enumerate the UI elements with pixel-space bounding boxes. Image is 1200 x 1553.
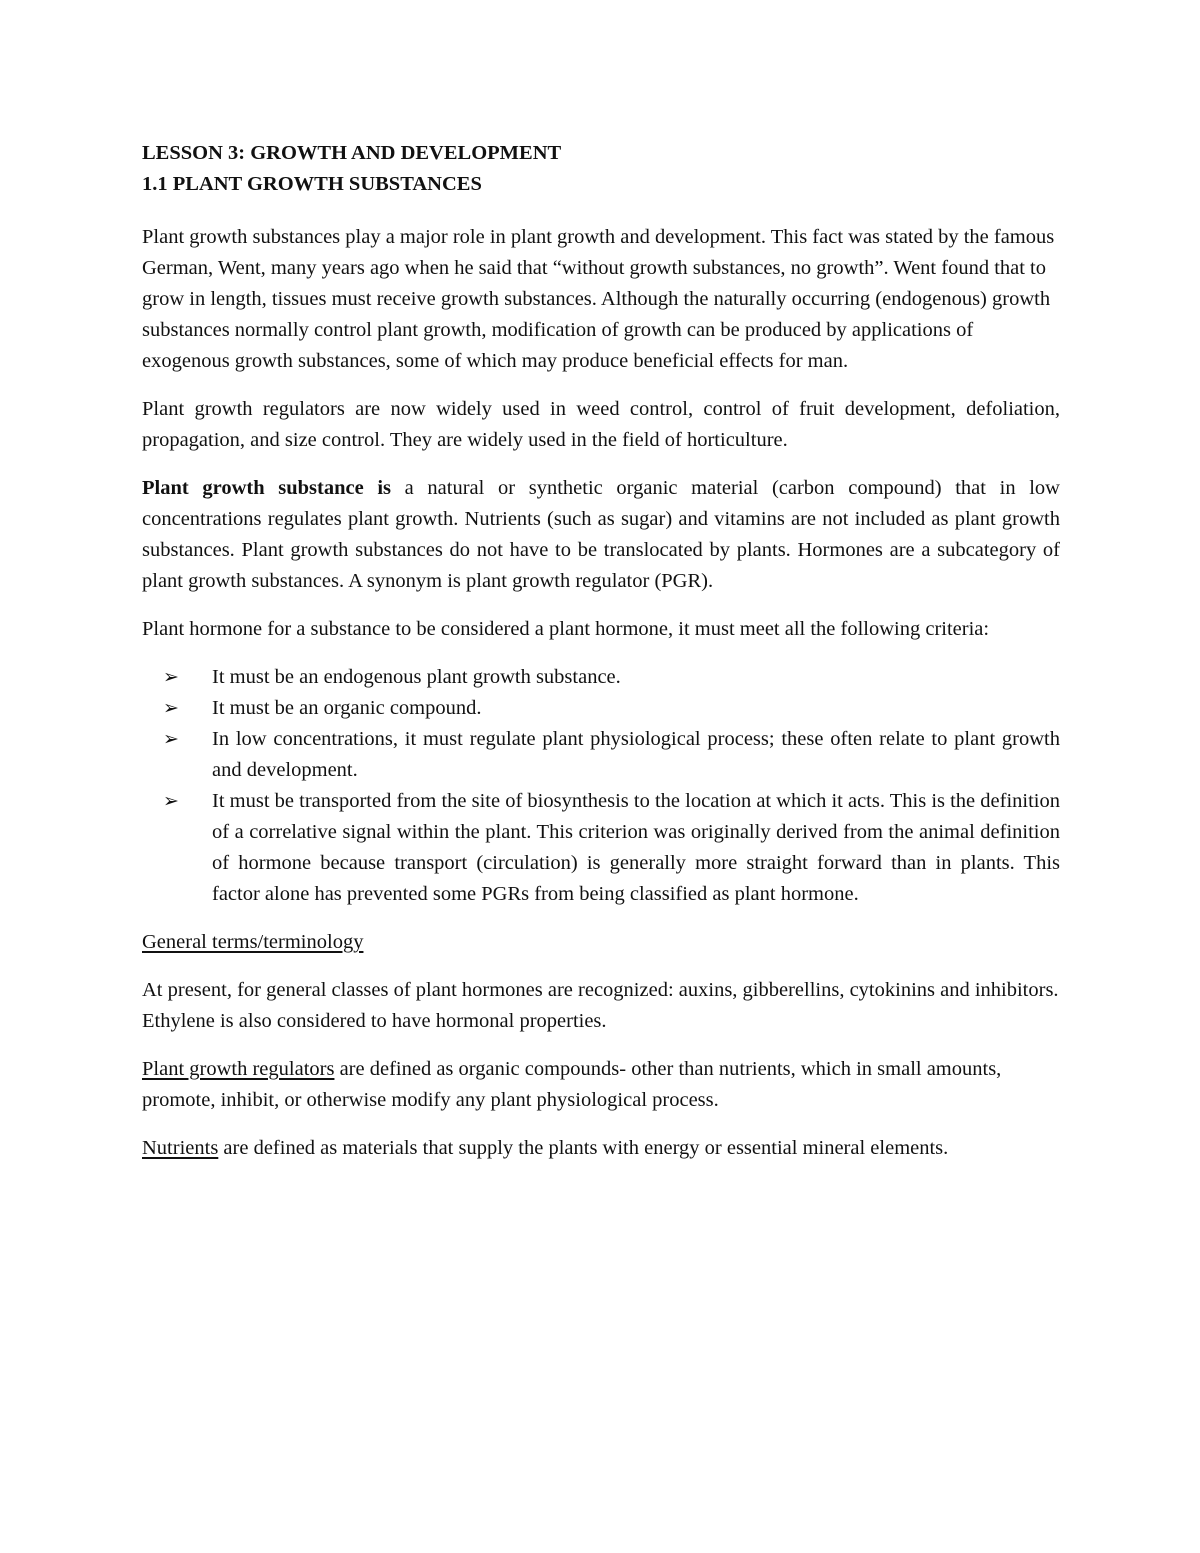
document-content xyxy=(142,138,1060,1181)
paragraph-hormone-classes: At present, for general classes of plant hormones are recognized: auxins, gibberellins, cytokinins and inhibitors. Ethylene is also considered to have hormonal properties. xyxy=(142,979,1059,1032)
arrow-bullet-icon: ➢ xyxy=(163,697,179,719)
list-item xyxy=(142,662,1060,693)
list-item-text: In low concentrations, it must regulate plant physiological process; these often relate to plant growth and development. xyxy=(212,728,1060,781)
list-item-text: It must be an endogenous plant growth substance. xyxy=(212,666,621,688)
criteria-list xyxy=(142,662,1060,910)
section-title: 1.1 PLANT GROWTH SUBSTANCES xyxy=(142,173,482,195)
arrow-bullet-icon: ➢ xyxy=(163,666,179,688)
pgr-definition-text: are defined as organic compounds- other than nutrients, which in small amounts, promote, inhibit, or otherwise modify any plant physiological process. xyxy=(142,1058,1002,1111)
nutrients-definition-text: are defined as materials that supply the plants with energy or essential mineral elements. xyxy=(218,1137,949,1159)
arrow-bullet-icon: ➢ xyxy=(163,790,179,812)
paragraph-regulators-use: Plant growth regulators are now widely used in weed control, control of fruit development, defoliation, propagation, and size control. They are widely used in the field of horticulture. xyxy=(142,398,1060,451)
paragraph-pgr-definition xyxy=(142,1054,1060,1116)
list-item xyxy=(142,724,1060,786)
arrow-bullet-icon: ➢ xyxy=(163,728,179,750)
paragraph-nutrients-definition xyxy=(142,1133,1060,1164)
list-item xyxy=(142,786,1060,910)
lesson-title: LESSON 3: GROWTH AND DEVELOPMENT xyxy=(142,142,562,164)
paragraph-intro: Plant growth substances play a major role in plant growth and development. This fact was stated by the famous German, Went, many years ago when he said that “without growth substances, no growth”. Went found that to grow in length, tissues must receive growth substances. Although the naturally occurring (endogenous) growth substances normally control plant growth, modification of growth can be produced by applications of exogenous growth substances, some of which may produce beneficial effects for man. xyxy=(142,226,1055,372)
nutrients-term: Nutrients xyxy=(142,1137,219,1159)
terms-heading xyxy=(142,927,1060,958)
pgr-term: Plant growth regulators xyxy=(142,1058,335,1080)
definition-term: Plant growth substance is xyxy=(142,477,392,499)
list-item-text: It must be an organic compound. xyxy=(212,697,482,719)
terms-heading-text: General terms/terminology xyxy=(142,931,364,953)
paragraph-hormone-criteria-intro: Plant hormone for a substance to be considered a plant hormone, it must meet all the following criteria: xyxy=(142,618,990,640)
paragraph-definition xyxy=(142,473,1060,597)
definition-text: a natural or synthetic organic material (carbon compound) that in low concentrations regulates plant growth. Nutrients (such as sugar) and vitamins are not included as plant growth substances. Plant growth substances do not have to be translocated by plants. Hormones are a subcategory of plant growth substances. A synonym is plant growth regulator (PGR). xyxy=(142,477,1060,592)
list-item xyxy=(142,693,1060,724)
list-item-text: It must be transported from the site of biosynthesis to the location at which it acts. This is the definition of a correlative signal within the plant. This criterion was originally derived from the animal definition of hormone because transport (circulation) is generally more straight forward than in plants. This factor alone has prevented some PGRs from being classified as plant hormone. xyxy=(212,790,1060,905)
